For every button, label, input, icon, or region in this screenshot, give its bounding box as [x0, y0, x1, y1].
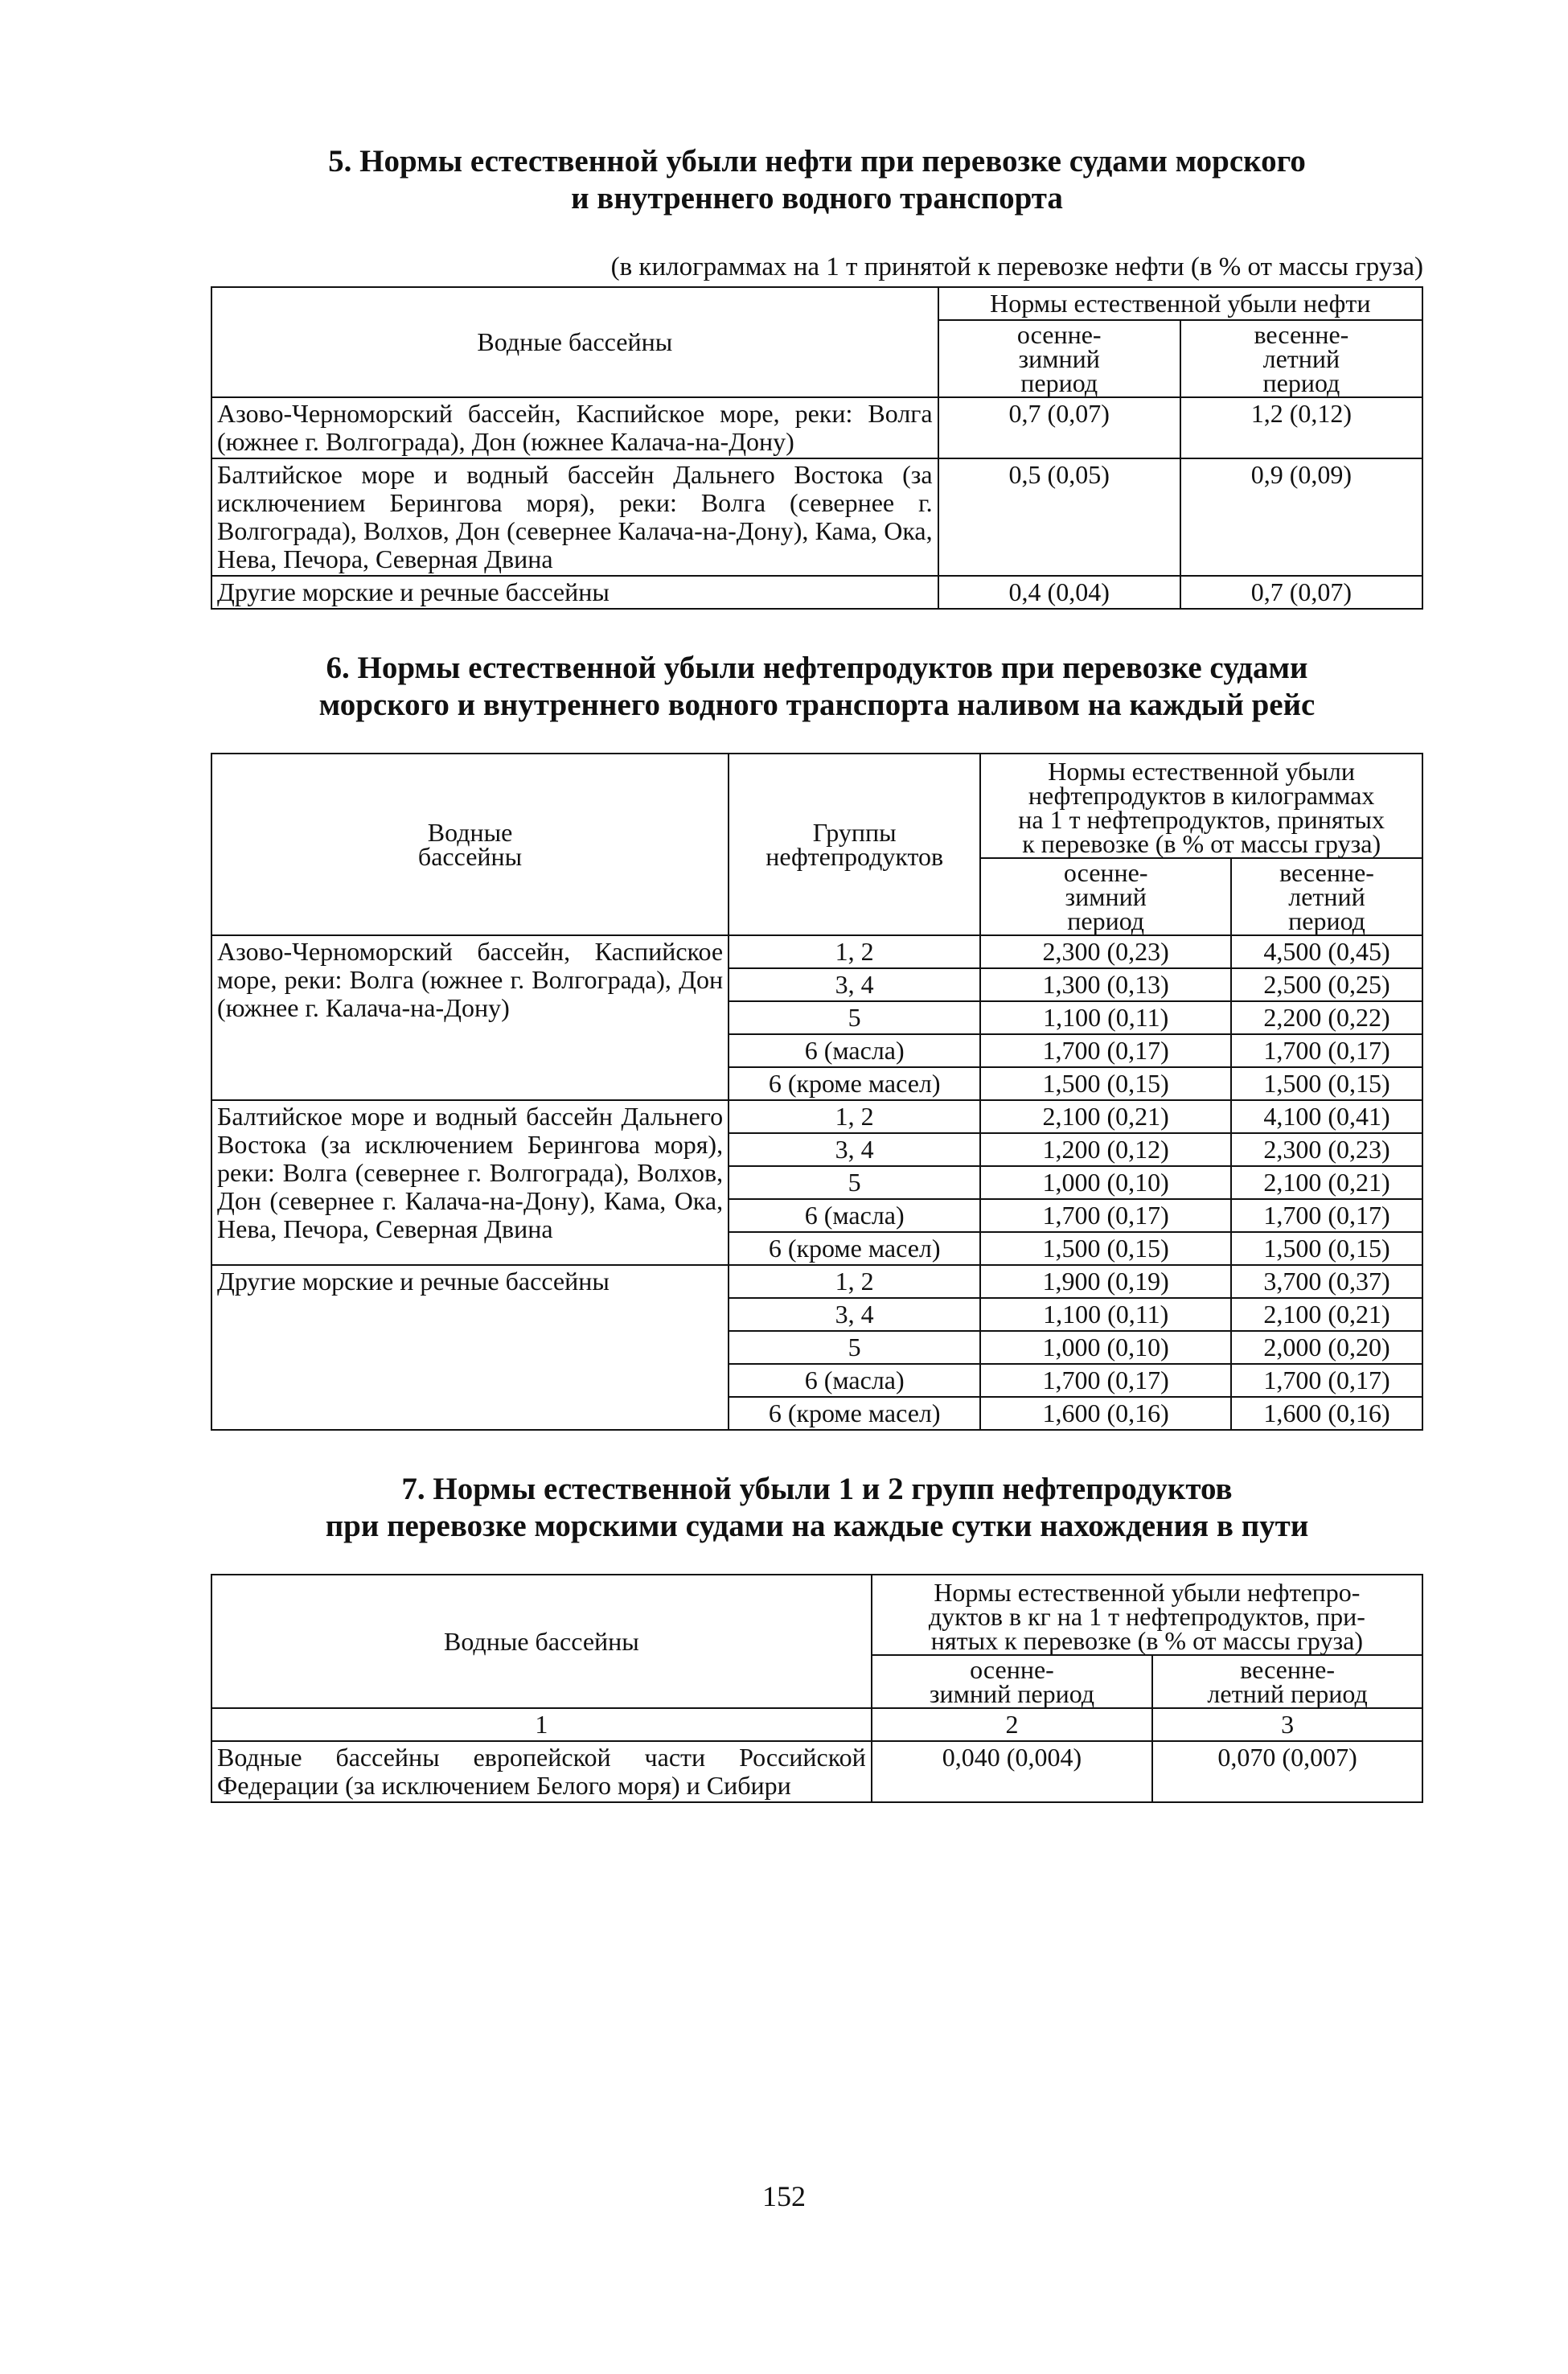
table6-autumn-value: 1,300 (0,13) [980, 968, 1231, 1001]
table6-spring-value: 3,700 (0,37) [1231, 1265, 1422, 1298]
table6-spring-value: 1,700 (0,17) [1231, 1199, 1422, 1232]
table7-title-line1: 7. Нормы естественной убыли 1 и 2 групп нефтепродуктов [401, 1472, 1233, 1506]
document-page [211, 143, 1423, 1803]
table7-column-numbers [211, 1708, 1422, 1741]
table6-autumn-value: 1,900 (0,19) [980, 1265, 1231, 1298]
table7-header-basins: Водные бассейны [211, 1575, 872, 1708]
table-row [211, 1741, 1422, 1802]
table6-spring-value: 2,200 (0,22) [1231, 1001, 1422, 1034]
table-row [211, 576, 1422, 609]
table6-title [211, 650, 1423, 724]
table5-header-autumn: осенне- зимний период [938, 320, 1180, 397]
table5-header-spring: весенне- летний период [1180, 320, 1422, 397]
table5-title [211, 143, 1423, 217]
table5-title-line2: и внутреннего водного транспорта [571, 181, 1063, 216]
table6-title-line1: 6. Нормы естественной убыли нефтепродуктов при перевозке судами [326, 651, 1308, 685]
table-row [211, 458, 1422, 576]
table7-col-number: 2 [872, 1708, 1152, 1741]
table6-autumn-value: 1,200 (0,12) [980, 1133, 1231, 1166]
table5-header-norms: Нормы естественной убыли нефти [938, 287, 1422, 320]
table6-autumn-value: 1,600 (0,16) [980, 1397, 1231, 1430]
table6-group: 5 [729, 1166, 980, 1199]
table6-basin: Балтийское море и водный бассейн Дальнего Востока (за исключением Берингова моря), реки: Волга (севернее г. Волгограда), Волхов, Дон (севернее г. Калача-на-Дону), Кама, Ока, Нева, Печора, Северная Двина [211, 1100, 729, 1265]
table5-spring-value: 1,2 (0,12) [1180, 397, 1422, 458]
table7-autumn-value: 0,040 (0,004) [872, 1741, 1152, 1802]
table6-autumn-value: 1,500 (0,15) [980, 1232, 1231, 1265]
table-row [211, 397, 1422, 458]
table6-autumn-value: 1,700 (0,17) [980, 1034, 1231, 1067]
table5-title-line1: 5. Нормы естественной убыли нефти при перевозке судами морского [328, 144, 1306, 179]
table5 [211, 286, 1423, 610]
table6-autumn-value: 1,700 (0,17) [980, 1364, 1231, 1397]
table6-spring-value: 2,100 (0,21) [1231, 1166, 1422, 1199]
table7-col-number: 1 [211, 1708, 872, 1741]
table6-spring-value: 1,700 (0,17) [1231, 1034, 1422, 1067]
table6-autumn-value: 1,000 (0,10) [980, 1331, 1231, 1364]
table5-spring-value: 0,7 (0,07) [1180, 576, 1422, 609]
table6-group: 5 [729, 1001, 980, 1034]
table5-basin: Балтийское море и водный бассейн Дальнего Востока (за исключением Берингова моря), реки: Волга (севернее г. Волгограда), Волхов, Дон (севернее Калача-на-Дону), Кама, Ока, Нева, Печора, Северная Двина [211, 458, 938, 576]
table-row [211, 935, 1422, 968]
table7-header-spring: весенне- летний период [1152, 1655, 1422, 1708]
table6-group: 6 (кроме масел) [729, 1397, 980, 1430]
table6-group: 6 (масла) [729, 1199, 980, 1232]
table6-group: 3, 4 [729, 1133, 980, 1166]
table7-basin: Водные бассейны европейской части Российской Федерации (за исключением Белого моря) и Сибири [211, 1741, 872, 1802]
table7-title [211, 1471, 1423, 1545]
table6-header-norms: Нормы естественной убыли нефтепродуктов в килограммах на 1 т нефтепродуктов, принятых к перевозке (в % от массы груза) [980, 754, 1422, 858]
table6-autumn-value: 1,000 (0,10) [980, 1166, 1231, 1199]
table5-spring-value: 0,9 (0,09) [1180, 458, 1422, 576]
table7-header-autumn: осенне- зимний период [872, 1655, 1152, 1708]
table6-group: 6 (масла) [729, 1364, 980, 1397]
table5-basin: Азово-Черноморский бассейн, Каспийское море, реки: Волга (южнее г. Волгограда), Дон (южнее Калача-на-Дону) [211, 397, 938, 458]
table6-spring-value: 4,500 (0,45) [1231, 935, 1422, 968]
table7-col-number: 3 [1152, 1708, 1422, 1741]
table5-autumn-value: 0,7 (0,07) [938, 397, 1180, 458]
table6-header-spring: весенне- летний период [1231, 858, 1422, 935]
table5-autumn-value: 0,4 (0,04) [938, 576, 1180, 609]
table6-spring-value: 2,100 (0,21) [1231, 1298, 1422, 1331]
table6-spring-value: 1,600 (0,16) [1231, 1397, 1422, 1430]
table5-autumn-value: 0,5 (0,05) [938, 458, 1180, 576]
table7-header-norms: Нормы естественной убыли нефтепро- дуктов в кг на 1 т нефтепродуктов, при- нятых к перевозке (в % от массы груза) [872, 1575, 1422, 1655]
table6-spring-value: 1,700 (0,17) [1231, 1364, 1422, 1397]
table6-header-groups: Группы нефтепродуктов [729, 754, 980, 935]
table6-group: 5 [729, 1331, 980, 1364]
table6-header-basins: Водные бассейны [211, 754, 729, 935]
table6-group: 6 (масла) [729, 1034, 980, 1067]
table6-group: 1, 2 [729, 1100, 980, 1133]
table6-autumn-value: 1,100 (0,11) [980, 1001, 1231, 1034]
table6-group: 1, 2 [729, 1265, 980, 1298]
table6-basin: Другие морские и речные бассейны [211, 1265, 729, 1430]
table6-basin: Азово-Черноморский бассейн, Каспийское море, реки: Волга (южнее г. Волгограда), Дон (южнее г. Калача-на-Дону) [211, 935, 729, 1100]
table6-group: 1, 2 [729, 935, 980, 968]
table6-autumn-value: 1,700 (0,17) [980, 1199, 1231, 1232]
table6-spring-value: 2,300 (0,23) [1231, 1133, 1422, 1166]
table6-spring-value: 1,500 (0,15) [1231, 1067, 1422, 1100]
table6-group: 6 (кроме масел) [729, 1067, 980, 1100]
table5-header-basins: Водные бассейны [211, 287, 938, 397]
table5-units: (в килограммах на 1 т принятой к перевозке нефти (в % от массы груза) [610, 253, 1423, 281]
page-number: 152 [762, 2180, 806, 2212]
table6-spring-value: 4,100 (0,41) [1231, 1100, 1422, 1133]
table6-spring-value: 1,500 (0,15) [1231, 1232, 1422, 1265]
table6-group: 6 (кроме масел) [729, 1232, 980, 1265]
table7 [211, 1574, 1423, 1803]
table5-basin: Другие морские и речные бассейны [211, 576, 938, 609]
table7-spring-value: 0,070 (0,007) [1152, 1741, 1422, 1802]
table6-title-line2: морского и внутреннего водного транспорта наливом на каждый рейс [318, 688, 1316, 722]
table6-autumn-value: 1,100 (0,11) [980, 1298, 1231, 1331]
table6-autumn-value: 2,300 (0,23) [980, 935, 1231, 968]
table6-spring-value: 2,000 (0,20) [1231, 1331, 1422, 1364]
table-row [211, 1265, 1422, 1298]
table6 [211, 753, 1423, 1431]
table7-title-line2: при перевозке морскими судами на каждые сутки нахождения в пути [325, 1509, 1309, 1543]
table6-group: 3, 4 [729, 968, 980, 1001]
table-row [211, 1100, 1422, 1133]
table6-spring-value: 2,500 (0,25) [1231, 968, 1422, 1001]
table6-autumn-value: 2,100 (0,21) [980, 1100, 1231, 1133]
table6-group: 3, 4 [729, 1298, 980, 1331]
table6-autumn-value: 1,500 (0,15) [980, 1067, 1231, 1100]
table6-header-autumn: осенне- зимний период [980, 858, 1231, 935]
